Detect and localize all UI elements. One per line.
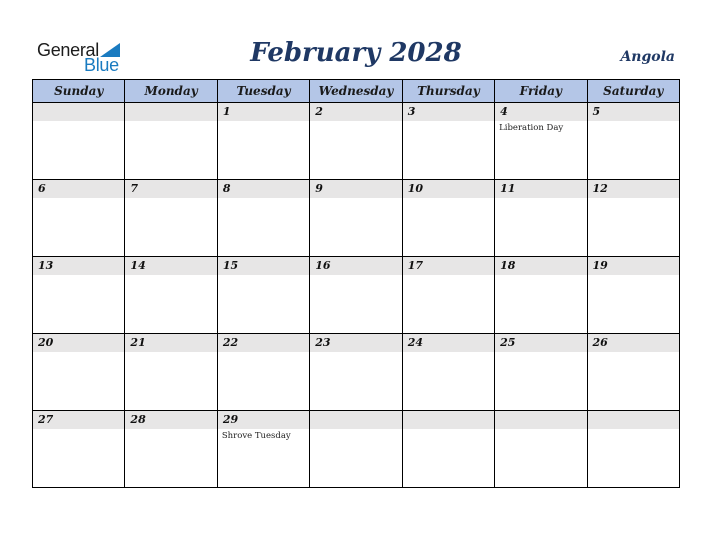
- day-number: 11: [500, 182, 516, 195]
- day-cell: [217, 103, 309, 180]
- day-cell: [33, 334, 125, 411]
- day-number: 21: [130, 336, 146, 349]
- weekday-header: Wednesday: [310, 80, 402, 103]
- day-cell: [587, 257, 679, 334]
- day-cell: [33, 180, 125, 257]
- day-number: 26: [592, 336, 608, 349]
- day-number: 14: [130, 259, 146, 272]
- day-number: 5: [592, 105, 601, 118]
- day-cell: [402, 180, 494, 257]
- weekday-header: Saturday: [587, 80, 679, 103]
- logo-general-text: General: [37, 40, 99, 60]
- day-number: 23: [315, 336, 331, 349]
- weekday-header: Tuesday: [217, 80, 309, 103]
- day-header-bar: [125, 103, 216, 121]
- day-cell: [587, 103, 679, 180]
- day-header-bar: [33, 103, 124, 121]
- calendar-title: February 2028: [250, 38, 462, 68]
- day-header-bar: [588, 103, 679, 121]
- weekday-header-row: [33, 80, 680, 103]
- day-number: 27: [38, 413, 54, 426]
- week-row: [33, 334, 680, 411]
- weekday-header: Thursday: [402, 80, 494, 103]
- holiday-label: Liberation Day: [499, 123, 564, 133]
- day-cell: [402, 103, 494, 180]
- week-row: [33, 180, 680, 257]
- day-cell: [495, 257, 587, 334]
- day-cell: [125, 103, 217, 180]
- day-cell: [310, 180, 402, 257]
- day-header-bar: [588, 411, 679, 429]
- day-cell: [495, 103, 587, 180]
- day-header-bar: [495, 411, 586, 429]
- day-number: 1: [222, 105, 231, 118]
- day-header-bar: [33, 180, 124, 198]
- day-cell: [495, 334, 587, 411]
- day-cell: [310, 334, 402, 411]
- day-number: 20: [38, 336, 54, 349]
- day-header-bar: [310, 103, 401, 121]
- day-cell: [495, 180, 587, 257]
- day-cell: [495, 411, 587, 488]
- day-header-bar: [310, 411, 401, 429]
- day-number: 4: [500, 105, 508, 118]
- country-label: Angola: [620, 49, 675, 65]
- week-row: [33, 257, 680, 334]
- day-number: 16: [315, 259, 331, 272]
- day-number: 7: [130, 182, 139, 195]
- day-number: 18: [500, 259, 516, 272]
- day-number: 29: [222, 413, 239, 426]
- week-row: [33, 411, 680, 488]
- logo-blue-text: Blue: [84, 55, 119, 75]
- day-number: 13: [38, 259, 54, 272]
- day-cell: [310, 257, 402, 334]
- day-number: 24: [407, 336, 423, 349]
- day-cell: [217, 257, 309, 334]
- day-cell: [587, 180, 679, 257]
- day-number: 2: [315, 105, 323, 118]
- day-number: 9: [315, 182, 323, 195]
- day-cell: [125, 180, 217, 257]
- weekday-header: Monday: [125, 80, 217, 103]
- day-cell: [217, 411, 309, 488]
- day-number: 12: [592, 182, 608, 195]
- day-cell: [217, 180, 309, 257]
- day-header-bar: [218, 103, 309, 121]
- day-cell: [402, 334, 494, 411]
- calendar-grid: [32, 79, 680, 488]
- day-header-bar: [310, 180, 401, 198]
- day-header-bar: [403, 411, 494, 429]
- day-cell: [33, 257, 125, 334]
- day-header-bar: [495, 103, 586, 121]
- day-number: 28: [130, 413, 146, 426]
- day-number: 19: [592, 259, 608, 272]
- day-cell: [310, 103, 402, 180]
- day-header-bar: [218, 180, 309, 198]
- day-number: 15: [222, 259, 239, 272]
- day-cell: [125, 334, 217, 411]
- day-cell: [587, 334, 679, 411]
- day-number: 6: [38, 182, 46, 195]
- day-number: 22: [222, 336, 239, 349]
- day-number: 8: [222, 182, 231, 195]
- day-header-bar: [403, 103, 494, 121]
- day-cell: [402, 411, 494, 488]
- day-cell: [402, 257, 494, 334]
- weekday-header: Friday: [495, 80, 587, 103]
- day-cell: [310, 411, 402, 488]
- day-cell: [125, 257, 217, 334]
- day-number: 17: [407, 259, 423, 272]
- day-cell: [33, 411, 125, 488]
- day-number: 25: [500, 336, 516, 349]
- weekday-header: Sunday: [33, 80, 125, 103]
- day-cell: [587, 411, 679, 488]
- day-cell: [125, 411, 217, 488]
- day-number: 3: [407, 105, 416, 118]
- day-cell: [33, 103, 125, 180]
- day-header-bar: [125, 180, 216, 198]
- week-row: [33, 103, 680, 180]
- day-cell: [217, 334, 309, 411]
- day-number: 10: [407, 182, 423, 195]
- holiday-label: Shrove Tuesday: [221, 431, 291, 441]
